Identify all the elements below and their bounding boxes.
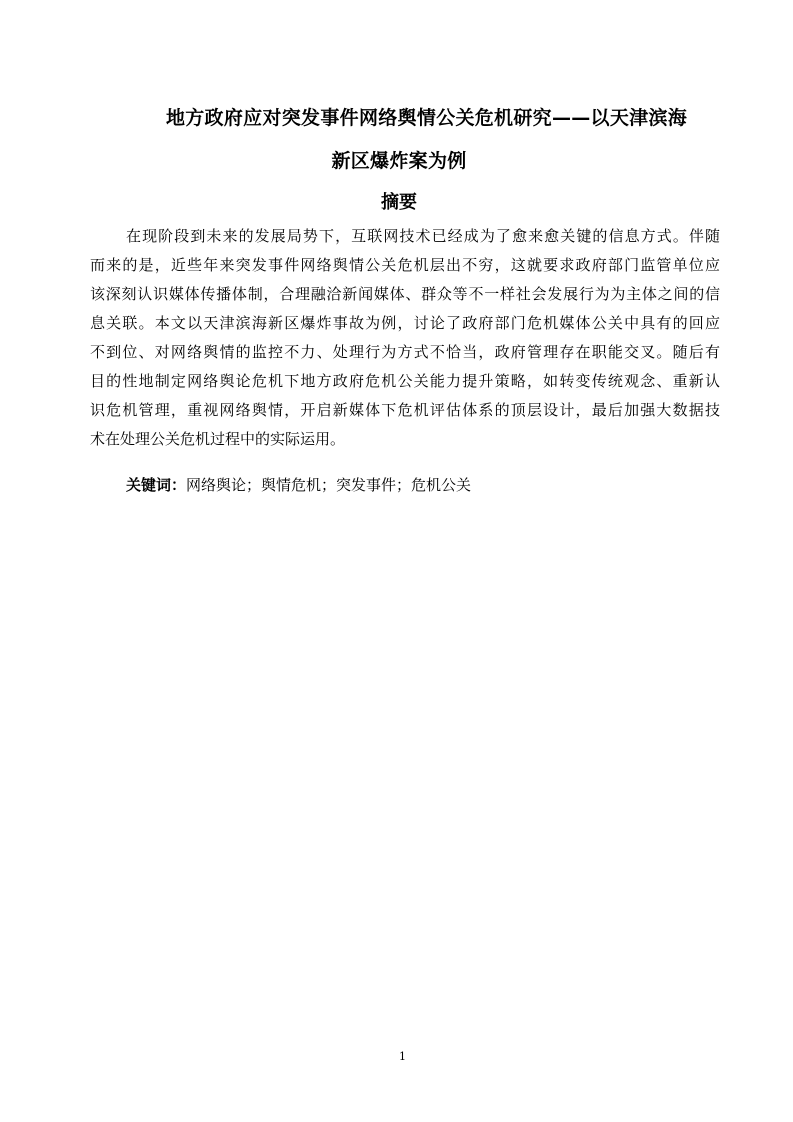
- abstract-line: 术在处理公关危机过程中的实际运用。: [90, 430, 346, 448]
- document-title-line-1: 地方政府应对突发事件网络舆情公关危机研究——以天津滨海: [165, 107, 688, 129]
- abstract-line: 该深刻认识媒体传播体制，合理融洽新闻媒体、群众等不一样社会发展行为为主体之间的信: [90, 285, 720, 303]
- abstract-line: 不到位、对网络舆情的监控不力、处理行为方式不恰当，政府管理存在职能交叉。随后有: [90, 343, 720, 361]
- abstract-line: 而来的是，近些年来突发事件网络舆情公关危机层出不穷，这就要求政府部门监管单位应: [90, 256, 720, 274]
- abstract-line: 息关联。本文以天津滨海新区爆炸事故为例，讨论了政府部门危机媒体公关中具有的回应: [90, 314, 720, 332]
- abstract-line: 在现阶段到未来的发展局势下，互联网技术已经成为了愈来愈关键的信息方式。伴随: [126, 227, 720, 245]
- page-number: 1: [399, 1050, 406, 1063]
- abstract-line: 目的性地制定网络舆论危机下地方政府危机公关能力提升策略，如转变传统观念、重新认: [90, 372, 720, 390]
- abstract-body: [90, 222, 720, 454]
- abstract-line: 识危机管理，重视网络舆情，开启新媒体下危机评估体系的顶层设计，最后加强大数据技: [90, 401, 720, 419]
- abstract-heading: 摘要: [381, 192, 417, 213]
- document-title-line-2: 新区爆炸案为例: [331, 150, 467, 172]
- keywords-label: 关键词：: [126, 476, 187, 494]
- keywords: [126, 474, 471, 495]
- keywords-value: 网络舆论；舆情危机；突发事件；危机公关: [186, 476, 472, 494]
